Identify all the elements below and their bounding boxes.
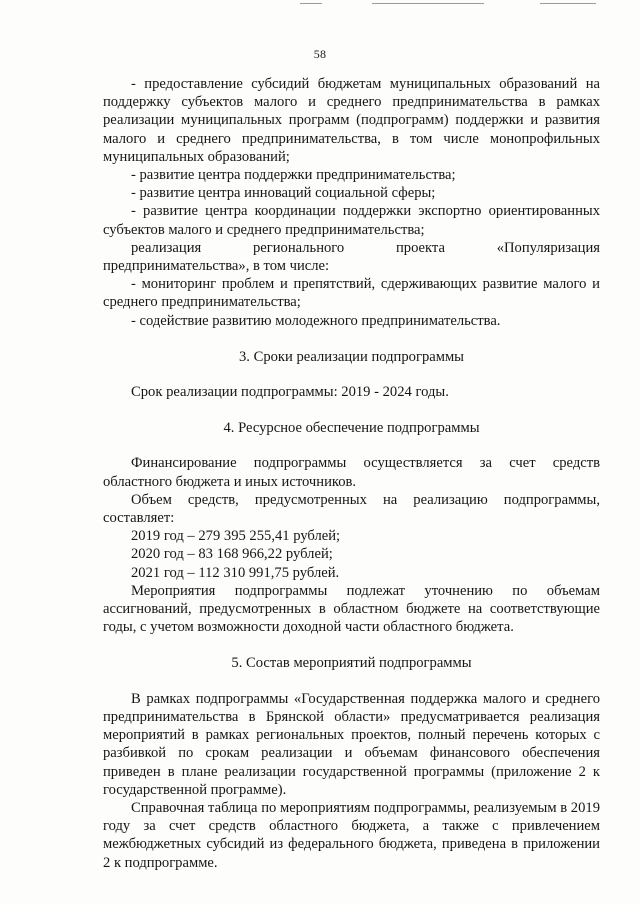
regional-project-paragraph: реализация регионального проекта «Популяризация предпринимательства», в том числе: (103, 239, 600, 275)
document-body (103, 75, 600, 872)
scan-artifact-line (372, 3, 484, 4)
section-4-heading: 4. Ресурсное обеспечение подпрограммы (223, 420, 480, 437)
list-item-subsidies: - предоставление субсидий бюджетам муниципальных образований на поддержку субъектов малого и среднего предпринимательства в рамках реализации муниципальных программ (подпрограмм) поддержки и развития малого и среднего предпринимательства, в том числе монопрофильных муниципальных образований; (103, 76, 600, 165)
section-4-financing-paragraph: Финансирование подпрограммы осуществляется за счет средств областного бюджета и иных источников. (103, 455, 600, 490)
amount-2019: 2019 год – 279 395 255,41 рублей; (131, 528, 341, 545)
section-3-text: Срок реализации подпрограммы: 2019 - 2024 годы. (131, 384, 449, 401)
section-5-reference-table-paragraph: Справочная таблица по мероприятиям подпрограммы, реализуемым в 2019 году за счет средств областного бюджета, а также с привлечением межбюджетных субсидий из федерального бюджета, приведена в приложении 2 к подпрограмме. (103, 799, 600, 871)
list-item-innovation-center: - развитие центра инноваций социальной сферы; (131, 185, 436, 202)
list-item-youth-entrepreneurship: - содействие развитию молодежного предпринимательства. (131, 312, 501, 329)
list-item-monitoring: - мониторинг проблем и препятствий, сдерживающих развитие малого и среднего предпринимательства; (103, 276, 600, 311)
list-item-support-center: - развитие центра поддержки предпринимательства; (131, 167, 456, 184)
scan-artifact-line (540, 3, 596, 4)
section-4-clarification-paragraph: Мероприятия подпрограммы подлежат уточнению по объемам ассигнований, предусмотренных в областном бюджете на соответствующие годы, с учетом возможности доходной части областного бюджета. (103, 582, 600, 636)
section-5-heading: 5. Состав мероприятий подпрограммы (231, 655, 472, 672)
scan-artifact-line (300, 3, 322, 4)
list-item-export-center: - развитие центра координации поддержки экспортно ориентированных субъектов малого и среднего предпринимательства; (103, 203, 600, 238)
section-4-volume-paragraph: Объем средств, предусмотренных на реализацию подпрограммы, составляет: (103, 491, 600, 527)
amount-2021: 2021 год – 112 310 991,75 рублей. (131, 564, 340, 581)
section-5-measures-paragraph: В рамках подпрограммы «Государственная поддержка малого и среднего предпринимательства в Брянской области» предусматривается реализация мероприятий в рамках региональных проектов, полный перечень которых с разбивкой по срокам реализации и объемам финансового обеспечения приведен в плане реализации государственной программы (приложение 2 к государственной программе). (103, 690, 600, 798)
amount-2020: 2020 год – 83 168 966,22 рублей; (131, 546, 333, 563)
section-3-heading: 3. Сроки реализации подпрограммы (239, 348, 464, 365)
page-number: 58 (313, 47, 327, 61)
